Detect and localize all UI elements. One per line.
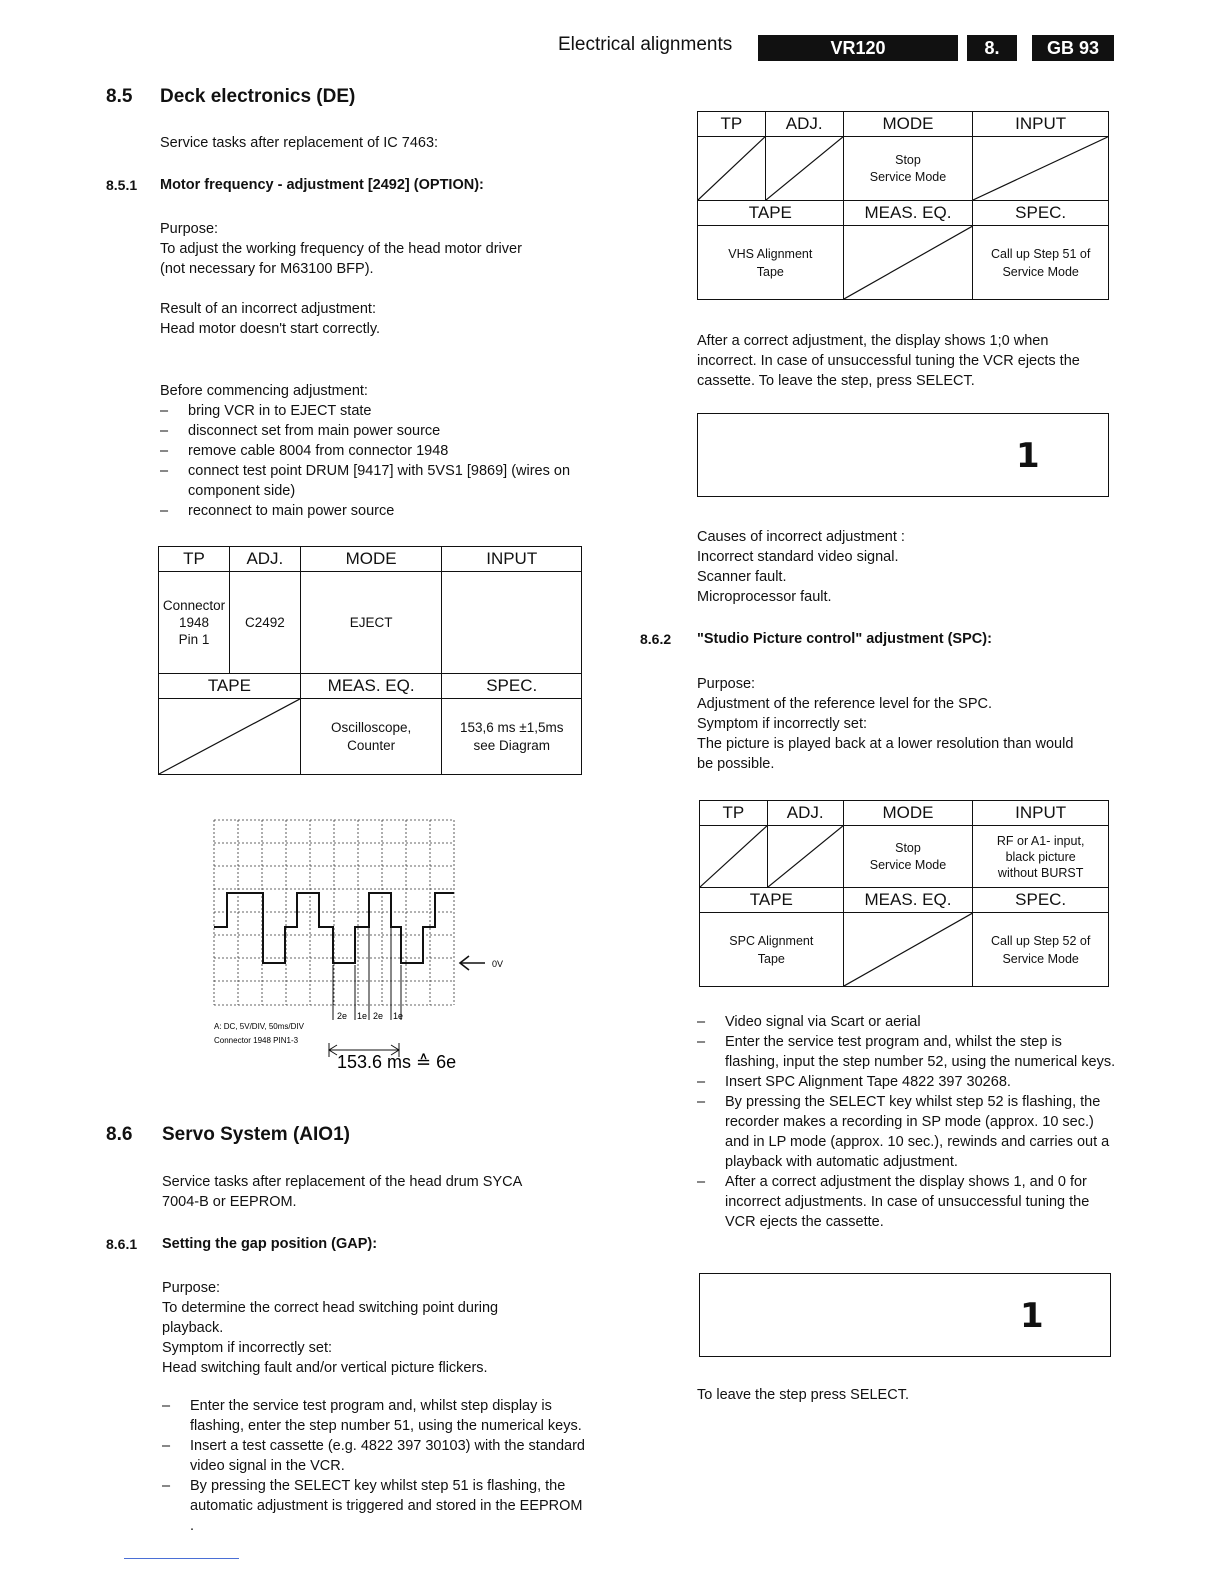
display-digit: 1 (1020, 1296, 1044, 1336)
list-item: – reconnect to main power source (160, 501, 590, 521)
empty-cell-slash (159, 699, 301, 775)
section-number: 8.6 (106, 1124, 133, 1145)
section-intro: Service tasks after replacement of the head drum SYCA 7004-B or EEPROM. (162, 1174, 523, 1210)
display-panel-gap (697, 413, 1109, 497)
empty-cell-slash (698, 137, 766, 201)
list-item: – remove cable 8004 from connector 1948 (160, 441, 590, 461)
subsection-title: Setting the gap position (GAP): (162, 1236, 378, 1252)
list-item: – Enter the service test program and, whilst step display is flashing, enter the step number 51, using the numerical keys. (162, 1396, 587, 1436)
section-intro: Service tasks after replacement of IC 7463: (160, 135, 439, 151)
section-title: Deck electronics (DE) (160, 86, 356, 107)
list-item: – By pressing the SELECT key whilst step 52 is flashing, the recorder makes a recording in SP mode (approx. 10 sec.) and in LP mode (approx. 10 sec.), rewinds and carries out a playback with automatic adjustment. (697, 1092, 1117, 1172)
list-item: – bring VCR in to EJECT state (160, 401, 590, 421)
empty-cell-slash (973, 137, 1109, 201)
svg-text:1e: 1e (393, 1011, 404, 1021)
purpose-block: Purpose: To adjust the working frequency of the head motor driver (not necessary for M63100 BFP). (160, 221, 522, 277)
empty-cell-slash (767, 826, 843, 888)
scope-setting: A: DC, 5V/DIV, 50ms/DIV (214, 1022, 304, 1031)
section-title: Servo System (AIO1) (162, 1124, 350, 1145)
svg-text:2e: 2e (373, 1011, 384, 1021)
spc-purpose-block: Purpose: Adjustment of the reference level for the SPC. Symptom if incorrectly set: The picture is played back at a lower resolution than would be possible. (697, 676, 1074, 772)
footer-rule (124, 1558, 239, 1559)
zero-volt-label: 0V (492, 959, 504, 969)
empty-cell-slash (700, 826, 768, 888)
header-page-badge: GB 93 (1032, 35, 1114, 61)
empty-cell-slash (765, 137, 843, 201)
scope-period: 153.6 ms ≙ 6e (337, 1052, 457, 1072)
list-item: – Enter the service test program and, whilst the step is flashing, input the step number 52, using the numerical keys. (697, 1032, 1117, 1072)
causes-block: Causes of incorrect adjustment : Incorrect standard video signal. Scanner fault. Microprocessor fault. (697, 529, 905, 605)
list-item: – By pressing the SELECT key whilst step 51 is flashing, the automatic adjustment is triggered and stored in the EEPROM . (162, 1476, 587, 1536)
result-block: Result of an incorrect adjustment: Head motor doesn't start correctly. (160, 301, 381, 337)
subsection-number: 8.5.1 (106, 177, 138, 193)
after-adjustment-text: After a correct adjustment, the display shows 1;0 when incorrect. In case of unsuccessful tuning the VCR ejects the cassette. To leave the step, press SELECT. (697, 333, 1080, 389)
scope-connector: Connector 1948 PIN1-3 (214, 1036, 299, 1045)
subsection-number: 8.6.2 (640, 631, 672, 647)
empty-cell-slash (843, 226, 973, 300)
adjustment-table-motor: TP ADJ. MODE INPUT Connector 1948 Pin 1 C2492 EJECT TAPE MEAS. EQ. SPEC. Oscilloscope, Counter 153,6 ms ±1,5ms see Diagram (158, 546, 582, 775)
purpose-block: Purpose: To determine the correct head switching point during playback. Symptom if incorrectly set: Head switching fault and/or vertical picture flickers. (162, 1280, 499, 1376)
list-item: – Insert a test cassette (e.g. 4822 397 30103) with the standard video signal in the VCR. (162, 1436, 587, 1476)
subsection-title: "Studio Picture control" adjustment (SPC): (697, 631, 992, 647)
leave-step-text: To leave the step press SELECT. (697, 1387, 909, 1403)
list-item: – disconnect set from main power source (160, 421, 590, 441)
adjustment-table-spc: TP ADJ. MODE INPUT Stop Service Mode RF or A1- input, black picture without BURST TAPE MEAS. EQ. SPEC. SPC Alignment Tape Call up Step 52 of Service Mode (699, 800, 1109, 987)
list-item: – Insert SPC Alignment Tape 4822 397 30268. (697, 1072, 1117, 1092)
svg-text:1e: 1e (357, 1011, 368, 1021)
header-section-title: Electrical alignments (558, 34, 733, 55)
subsection-number: 8.6.1 (106, 1236, 138, 1252)
oscilloscope-diagram (205, 815, 525, 1075)
display-panel-spc (699, 1273, 1111, 1357)
svg-text:2e: 2e (337, 1011, 348, 1021)
zero-volt-arrow-icon (460, 956, 485, 970)
spc-steps-list (697, 1012, 1117, 1232)
scope-waveform (214, 893, 454, 963)
empty-cell-slash (843, 913, 973, 987)
list-item: – After a correct adjustment the display shows 1, and 0 for incorrect adjustments. In case of unsuccessful tuning the VCR ejects the cassette. (697, 1172, 1117, 1232)
before-label: Before commencing adjustment: (160, 383, 368, 399)
list-item: – Video signal via Scart or aerial (697, 1012, 1117, 1032)
section-number: 8.5 (106, 86, 133, 107)
list-item: – connect test point DRUM [9417] with 5VS1 [9869] (wires on component side) (160, 461, 590, 501)
display-digit: 1 (1016, 436, 1040, 476)
gap-steps-list (162, 1396, 587, 1536)
subsection-title: Motor frequency - adjustment [2492] (OPTION): (160, 177, 484, 193)
before-steps-list (160, 401, 590, 521)
adjustment-table-gap: TP ADJ. MODE INPUT Stop Service Mode TAPE MEAS. EQ. SPEC. VHS Alignment Tape Call up Step 51 of Service Mode (697, 111, 1109, 300)
header-chapter-badge: 8. (967, 35, 1017, 61)
header-model-badge: VR120 (758, 35, 958, 61)
